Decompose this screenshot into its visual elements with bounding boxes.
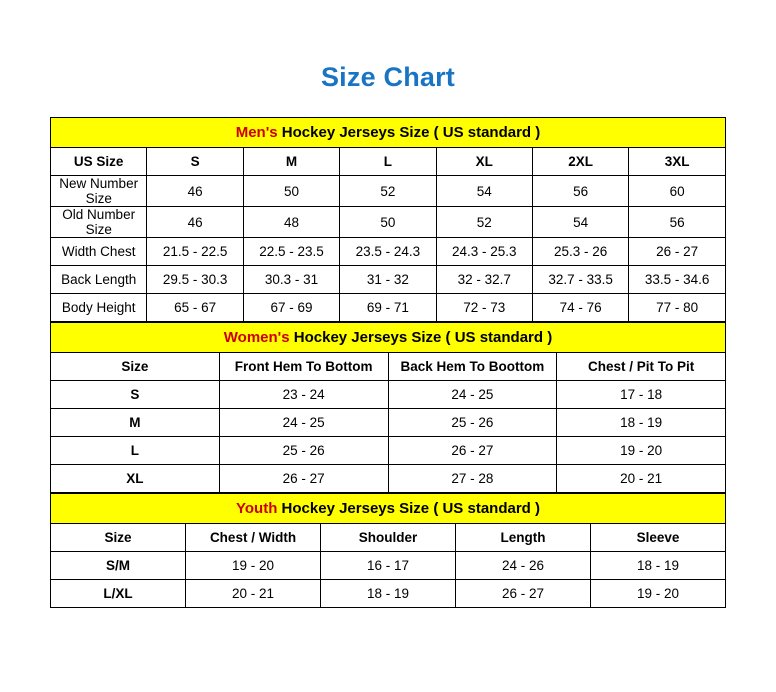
table-row — [51, 266, 726, 294]
mens-row-1-c4: 52 — [436, 207, 532, 238]
womens-col-1: Front Hem To Bottom — [219, 353, 388, 381]
mens-row-4-c5: 74 - 76 — [532, 294, 628, 322]
mens-row-2-label: Width Chest — [51, 238, 147, 266]
mens-col-2: M — [243, 148, 339, 176]
youth-row-0-c2: 16 - 17 — [321, 552, 456, 580]
table-row — [51, 381, 726, 409]
youth-header-rest: Hockey Jerseys Size ( US standard ) — [277, 500, 540, 517]
mens-col-6: 3XL — [629, 148, 726, 176]
youth-row-1-label: L/XL — [51, 580, 186, 608]
womens-row-3-c1: 26 - 27 — [219, 465, 388, 493]
youth-col-3: Length — [456, 524, 591, 552]
youth-section-header — [51, 494, 726, 524]
mens-row-1-c3: 50 — [340, 207, 436, 238]
mens-row-0-c1: 46 — [147, 176, 243, 207]
youth-row-0-c4: 18 - 19 — [591, 552, 726, 580]
womens-row-0-label: S — [51, 381, 220, 409]
youth-col-4: Sleeve — [591, 524, 726, 552]
mens-row-4-c6: 77 - 80 — [629, 294, 726, 322]
womens-row-2-c1: 25 - 26 — [219, 437, 388, 465]
mens-column-header-row — [51, 148, 726, 176]
mens-row-0-c6: 60 — [629, 176, 726, 207]
mens-row-0-c3: 52 — [340, 176, 436, 207]
mens-row-0-c5: 56 — [532, 176, 628, 207]
mens-row-4-c2: 67 - 69 — [243, 294, 339, 322]
mens-row-3-c3: 31 - 32 — [340, 266, 436, 294]
womens-row-2-c2: 26 - 27 — [388, 437, 557, 465]
mens-row-1-c6: 56 — [629, 207, 726, 238]
mens-row-0-c4: 54 — [436, 176, 532, 207]
table-row — [51, 409, 726, 437]
mens-row-2-c6: 26 - 27 — [629, 238, 726, 266]
womens-col-2: Back Hem To Boottom — [388, 353, 557, 381]
womens-row-0-c3: 17 - 18 — [557, 381, 726, 409]
womens-header-rest: Hockey Jerseys Size ( US standard ) — [289, 329, 553, 346]
mens-section-header — [51, 118, 726, 148]
table-row — [51, 176, 726, 207]
womens-row-1-c1: 24 - 25 — [219, 409, 388, 437]
mens-section-header-row — [51, 118, 726, 148]
mens-row-1-label: Old Number Size — [51, 207, 147, 238]
table-row — [51, 552, 726, 580]
youth-section-header-row — [51, 494, 726, 524]
mens-row-1-c5: 54 — [532, 207, 628, 238]
youth-row-0-c1: 19 - 20 — [186, 552, 321, 580]
mens-row-1-c1: 46 — [147, 207, 243, 238]
youth-row-1-c4: 19 - 20 — [591, 580, 726, 608]
mens-row-2-c4: 24.3 - 25.3 — [436, 238, 532, 266]
tables-container — [50, 93, 726, 608]
womens-row-0-c1: 23 - 24 — [219, 381, 388, 409]
mens-row-3-c2: 30.3 - 31 — [243, 266, 339, 294]
mens-col-5: 2XL — [532, 148, 628, 176]
youth-column-header-row — [51, 524, 726, 552]
womens-row-1-c3: 18 - 19 — [557, 409, 726, 437]
youth-row-1-c2: 18 - 19 — [321, 580, 456, 608]
mens-size-table — [50, 117, 726, 322]
youth-row-0-c3: 24 - 26 — [456, 552, 591, 580]
mens-row-3-c4: 32 - 32.7 — [436, 266, 532, 294]
mens-col-3: L — [340, 148, 436, 176]
mens-row-4-c1: 65 - 67 — [147, 294, 243, 322]
mens-row-3-label: Back Length — [51, 266, 147, 294]
mens-row-2-c1: 21.5 - 22.5 — [147, 238, 243, 266]
youth-col-2: Shoulder — [321, 524, 456, 552]
womens-size-table — [50, 322, 726, 493]
womens-row-2-c3: 19 - 20 — [557, 437, 726, 465]
womens-col-3: Chest / Pit To Pit — [557, 353, 726, 381]
womens-row-3-c2: 27 - 28 — [388, 465, 557, 493]
youth-row-0-label: S/M — [51, 552, 186, 580]
mens-col-4: XL — [436, 148, 532, 176]
mens-row-3-c6: 33.5 - 34.6 — [629, 266, 726, 294]
page-title: Size Chart — [320, 62, 456, 92]
youth-header-accent: Youth — [236, 500, 278, 517]
mens-row-2-c2: 22.5 - 23.5 — [243, 238, 339, 266]
mens-row-3-c5: 32.7 - 33.5 — [532, 266, 628, 294]
mens-row-0-c2: 50 — [243, 176, 339, 207]
table-row — [51, 437, 726, 465]
table-row — [51, 238, 726, 266]
youth-row-1-c1: 20 - 21 — [186, 580, 321, 608]
youth-size-table — [50, 493, 726, 608]
womens-section-header — [51, 323, 726, 353]
mens-row-1-c2: 48 — [243, 207, 339, 238]
womens-row-2-label: L — [51, 437, 220, 465]
mens-row-4-label: Body Height — [51, 294, 147, 322]
youth-col-0: Size — [51, 524, 186, 552]
womens-row-3-c3: 20 - 21 — [557, 465, 726, 493]
mens-row-4-c3: 69 - 71 — [340, 294, 436, 322]
table-row — [51, 465, 726, 493]
table-row — [51, 294, 726, 322]
mens-col-0: US Size — [51, 148, 147, 176]
mens-row-3-c1: 29.5 - 30.3 — [147, 266, 243, 294]
mens-header-rest: Hockey Jerseys Size ( US standard ) — [277, 124, 541, 141]
womens-row-1-label: M — [51, 409, 220, 437]
womens-header-accent: Women's — [223, 329, 290, 346]
womens-row-0-c2: 24 - 25 — [388, 381, 557, 409]
table-row — [51, 580, 726, 608]
mens-col-1: S — [147, 148, 243, 176]
womens-col-0: Size — [51, 353, 220, 381]
mens-row-0-label: New Number Size — [51, 176, 147, 207]
mens-row-4-c4: 72 - 73 — [436, 294, 532, 322]
womens-section-header-row — [51, 323, 726, 353]
youth-col-1: Chest / Width — [186, 524, 321, 552]
mens-header-accent: Men's — [235, 124, 278, 141]
mens-row-2-c3: 23.5 - 24.3 — [340, 238, 436, 266]
youth-row-1-c3: 26 - 27 — [456, 580, 591, 608]
womens-row-3-label: XL — [51, 465, 220, 493]
table-row — [51, 207, 726, 238]
womens-row-1-c2: 25 - 26 — [388, 409, 557, 437]
womens-column-header-row — [51, 353, 726, 381]
mens-row-2-c5: 25.3 - 26 — [532, 238, 628, 266]
